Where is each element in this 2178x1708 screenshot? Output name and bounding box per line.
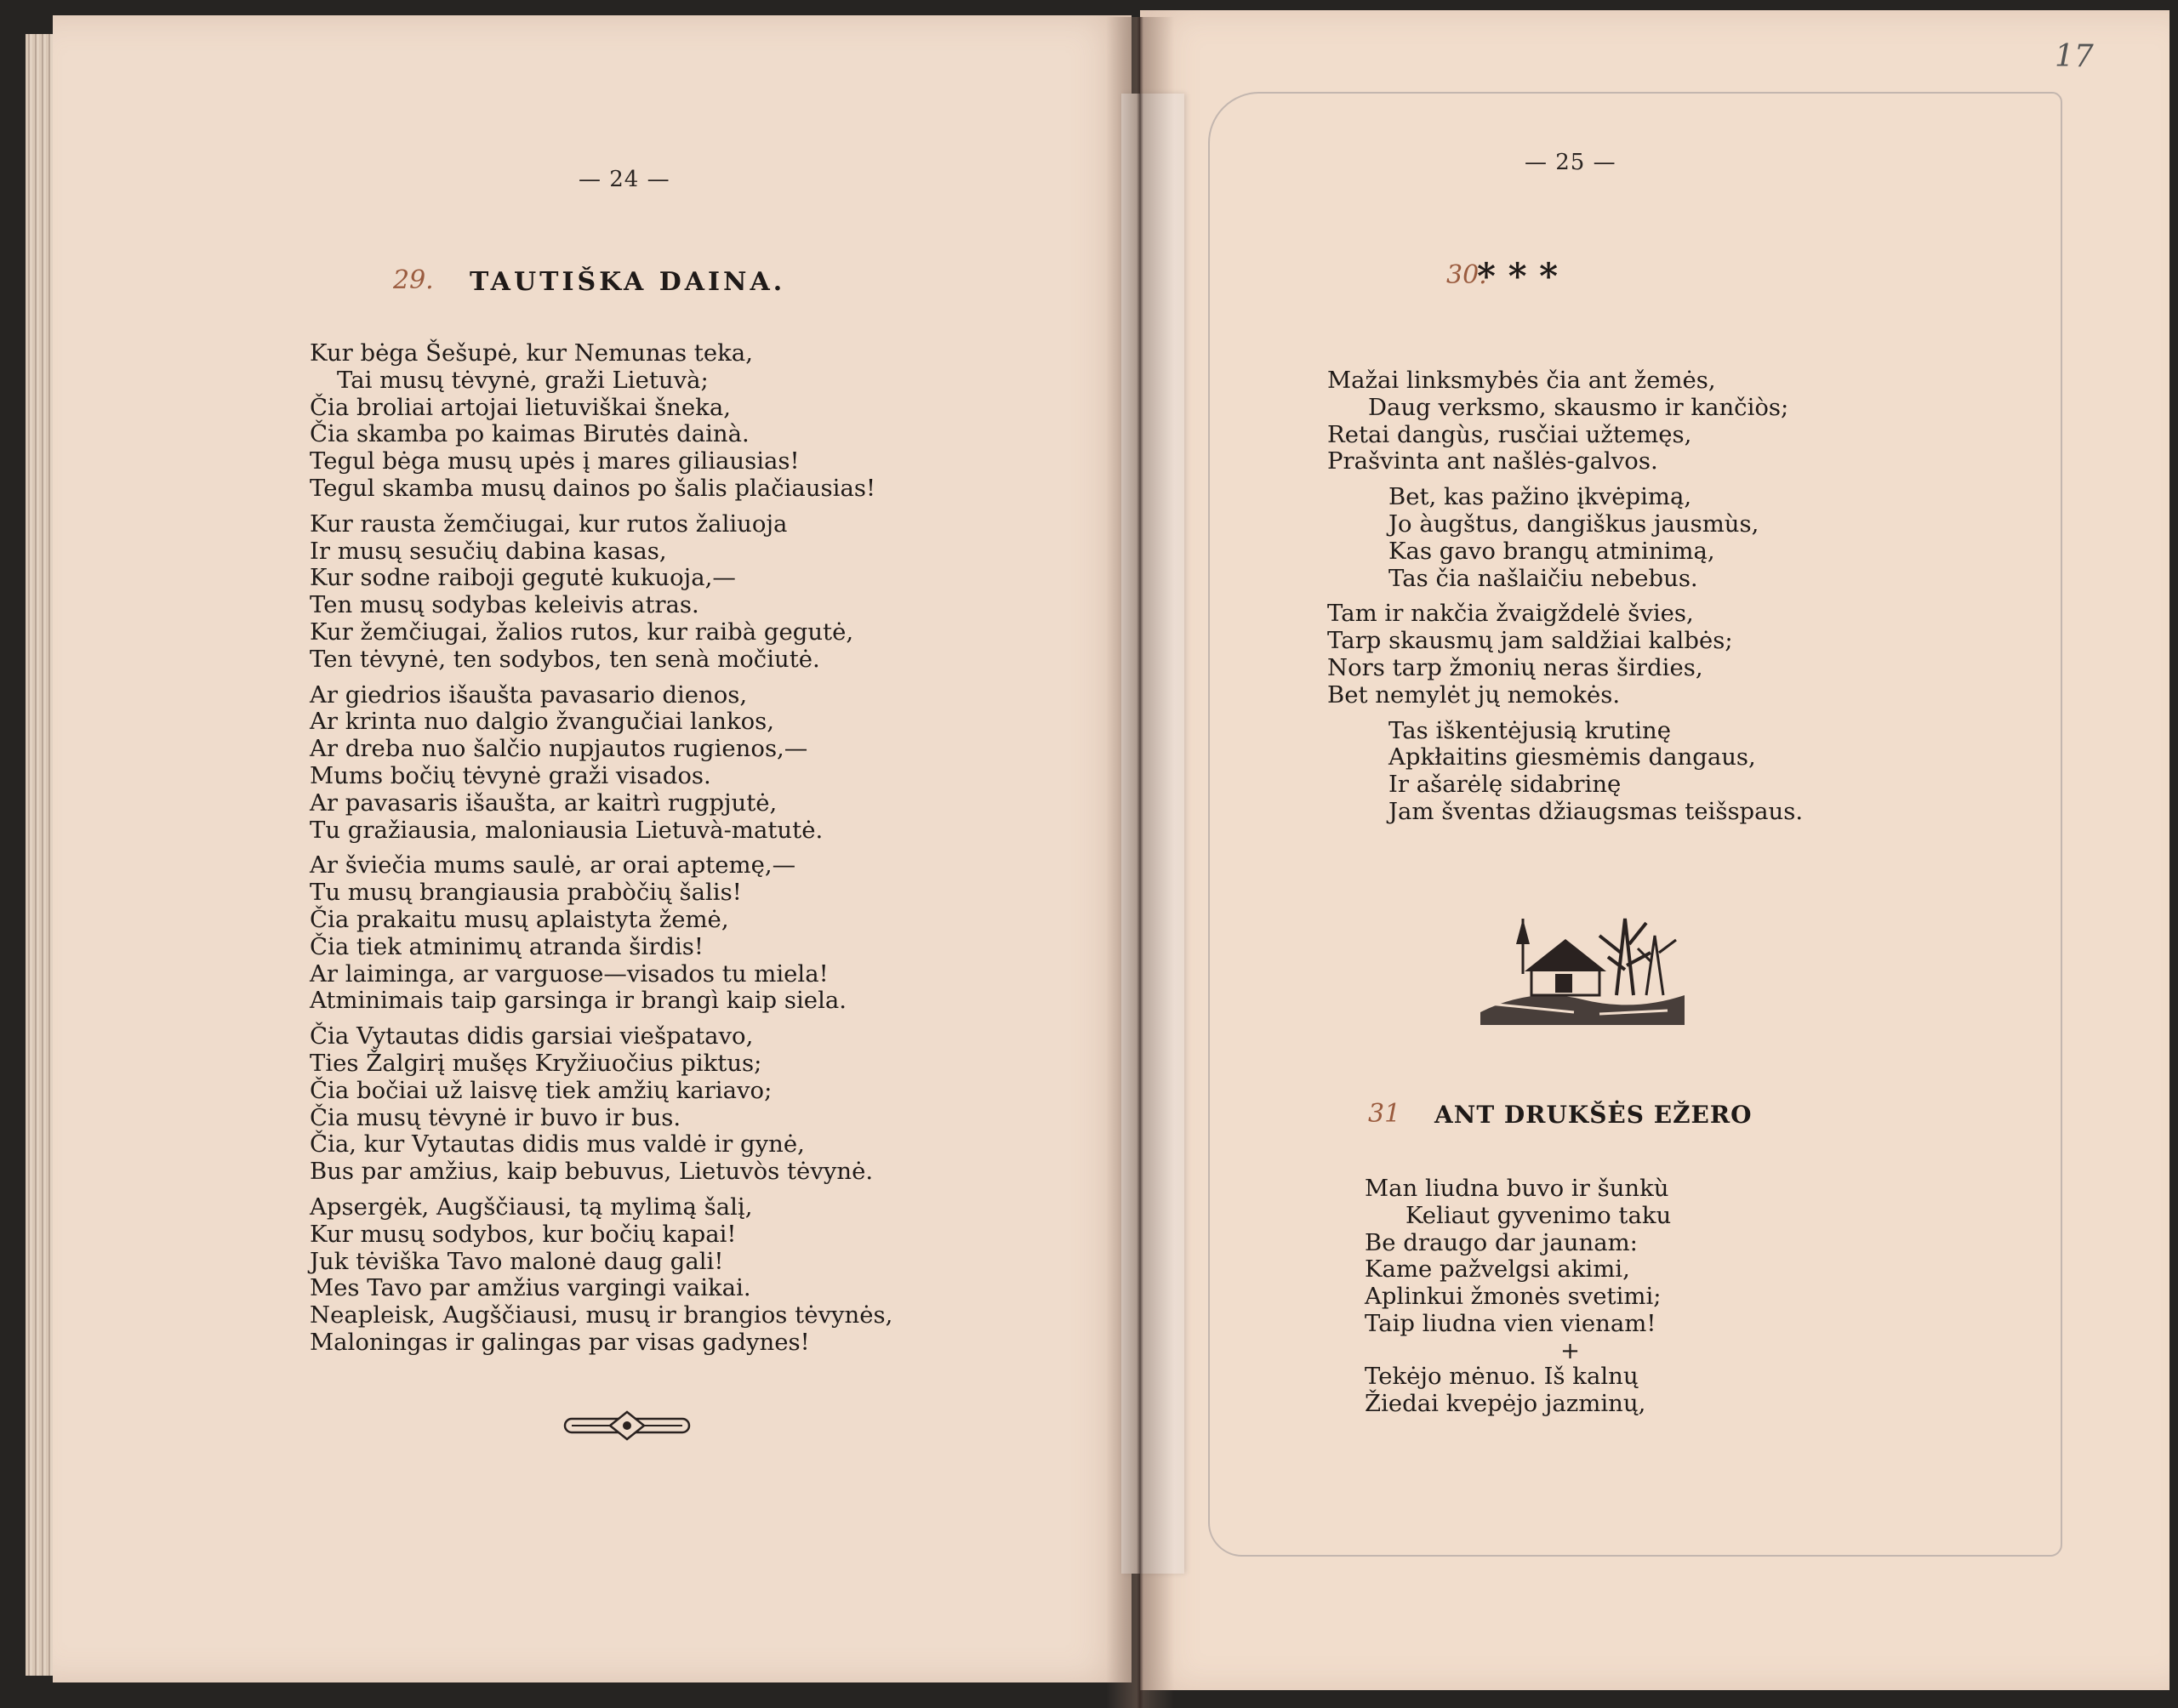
poem-line: Tekėjo mėnuo. Iš kalnų — [1365, 1362, 1639, 1390]
poem-line: Apkłaitins giesmėmis dangaus, — [1388, 743, 1756, 771]
poem-line: Ten musų sodybas keleivis atras. — [310, 591, 699, 619]
poem-line: Ar dreba nuo šalčio nupjautos rugienos,— — [310, 735, 808, 763]
poem-text-left — [310, 340, 1041, 1357]
poem-line: Taip liudna vien vienam! — [1365, 1309, 1656, 1337]
poem-line: Ar giedrios išaušta pavasario dienos, — [310, 680, 748, 709]
poem-line: Ten tėvynė, ten sodybos, ten senà močiutė. — [310, 645, 820, 673]
poem-line: Tai musų tėvynė, graži Lietuvà; — [337, 366, 709, 394]
poem-line: Ar pavasaris išaušta, ar kaitrì rugpjutė, — [310, 789, 778, 817]
poem-line: Ir musų sesučių dabina kasas, — [310, 537, 667, 565]
poem-line: Mažai linksmybės čia ant žemės, — [1327, 367, 1716, 394]
poem-line: Be draugo dar jaunam: — [1365, 1228, 1638, 1256]
poem-line: Tas čia našlaičiu nebebus. — [1388, 564, 1698, 592]
poem-line: Man liudna buvo ir šunkù — [1365, 1175, 1669, 1202]
poem-line: Čia, kur Vytautas didis mus valdė ir gynė, — [310, 1130, 805, 1159]
poem-number-31: 31 — [1368, 1099, 1401, 1129]
poem-line: Keliaut gyvenimo taku — [1405, 1201, 1672, 1229]
poem-line: Kur rausta žemčiugai, kur rutos žaliuoja — [310, 510, 788, 538]
poem-number-30: 30. — [1446, 260, 1487, 290]
poem-title-asterism — [1477, 255, 1558, 297]
poem-line: Ir ašarėlę sidabrinę — [1388, 771, 1622, 799]
poem-line: Čia bočiai už laisvę tiek amžių kariavo; — [310, 1076, 773, 1104]
poem-line: Neapleisk, Augščiausi, musų ir brangios tėvynės, — [310, 1301, 893, 1329]
poem-line: Maloningas ir galingas par visas gadynes! — [310, 1328, 810, 1356]
page-number-right: — 25 — — [1525, 150, 1616, 175]
poem-line: Žiedai kvepėjo jazminų, — [1365, 1389, 1646, 1417]
poem-line: Tegul bėga musų upės į mares giliausias! — [310, 447, 800, 475]
poem-line: Kas gavo brangų atminimą, — [1388, 537, 1715, 565]
poem-line: Tu musų brangiausia prabòčių šalis! — [310, 879, 742, 907]
poem-line: Kur musų sodybos, kur bočių kapai! — [310, 1220, 737, 1248]
poem-line: Bet, kas pažino įkvėpimą, — [1388, 483, 1692, 511]
page-number-left: — 24 — — [579, 167, 670, 192]
poem-title-drukses-ezero: ANT DRUKŠĖS EŽERO — [1434, 1101, 1753, 1129]
poem-title-tautiska-daina: TAUTIŠKA DAINA. — [470, 267, 786, 297]
poem-line: Ar šviečia mums saulė, ar orai aptemę,— — [310, 851, 796, 880]
poem-line: Tam ir nakčia žvaigždelė švies, — [1327, 600, 1694, 628]
poem-line: Čia tiek atminimų atranda širdis! — [310, 932, 704, 960]
poem-line: Juk tėviška Tavo malonė daug gali! — [310, 1247, 724, 1275]
poem-line: Daug verksmo, skausmo ir kančiòs; — [1368, 393, 1789, 421]
poem-line: Kur sodne raiboji gegutė kukuoja,— — [310, 564, 736, 592]
poem-line: Čia musų tėvynė ir buvo ir bus. — [310, 1103, 681, 1131]
poem-line: Kame pažvelgsi akimi, — [1365, 1255, 1630, 1284]
poem-line: Kur žemčiugai, žalios rutos, kur raibà gegutė, — [310, 618, 854, 646]
poem-line: Čia broliai artojai lietuviškai šneka, — [310, 393, 731, 421]
poem-line: Jo àugštus, dangiškus jausmùs, — [1388, 510, 1759, 538]
poem-line: Retai dangùs, rusčiai užtemęs, — [1327, 420, 1692, 448]
poem-line: Jam šventas džiaugsmas teišspaus. — [1388, 797, 1804, 825]
poem-line: Ties Žalgirį mušęs Kryžiuočius piktus; — [310, 1049, 762, 1077]
stanza-separator: + — [1560, 1336, 1581, 1364]
poem-line: Atminimais taip garsinga ir brangì kaip siela. — [310, 987, 847, 1015]
page-corner-mark: 17 — [2055, 39, 2094, 74]
poem-line: Tu gražiausia, maloniausia Lietuvà-matutė. — [310, 816, 824, 844]
poem-line: Čia Vytautas didis garsiai viešpatavo, — [310, 1022, 754, 1050]
poem-line: Prašvinta ant našlės-galvos. — [1327, 447, 1658, 475]
poem-text-right-2 — [1365, 1176, 1960, 1417]
poem-line: Ar laiminga, ar varguose—visados tu miela! — [310, 959, 829, 988]
ornament-divider — [563, 1407, 691, 1444]
poem-line: Ar krinta nuo dalgio žvangučiai lankos, — [310, 708, 775, 736]
poem-line: Aplinkui žmonės svetimi; — [1365, 1283, 1662, 1311]
poem-line: Tas iškentėjusią krutinę — [1388, 716, 1671, 744]
asterism-label: * * * — [1477, 255, 1559, 297]
poem-line: Čia skamba po kaimas Birutės dainà. — [310, 420, 750, 448]
poem-number-29: 29. — [393, 265, 434, 295]
poem-line: Čia prakaitu musų aplaistyta žemė, — [310, 905, 729, 933]
poem-line: Apsergėk, Augščiausi, tą mylimą šalį, — [310, 1193, 753, 1221]
poem-line: Kur bėga Šešupė, kur Nemunas teka, — [310, 339, 753, 367]
poem-text-right-1 — [1327, 367, 1957, 826]
book-spine — [1106, 17, 1174, 1708]
poem-line: Tegul skamba musų dainos po šalis plačiausias! — [310, 474, 876, 502]
poem-line: Mums bočių tėvynė graži visados. — [310, 761, 711, 789]
poem-line: Mes Tavo par amžius vargingi vaikai. — [310, 1274, 751, 1302]
poem-line: Nors tarp žmonių neras širdies, — [1327, 653, 1703, 681]
poem-line: Bus par amžius, kaip bebuvus, Lietuvòs tėvynė. — [310, 1158, 874, 1186]
poem-line: Tarp skausmų jam saldžiai kalbės; — [1327, 627, 1733, 655]
winter-house-vignette — [1472, 885, 1693, 1038]
poem-line: Bet nemylėt jų nemokės. — [1327, 680, 1621, 709]
